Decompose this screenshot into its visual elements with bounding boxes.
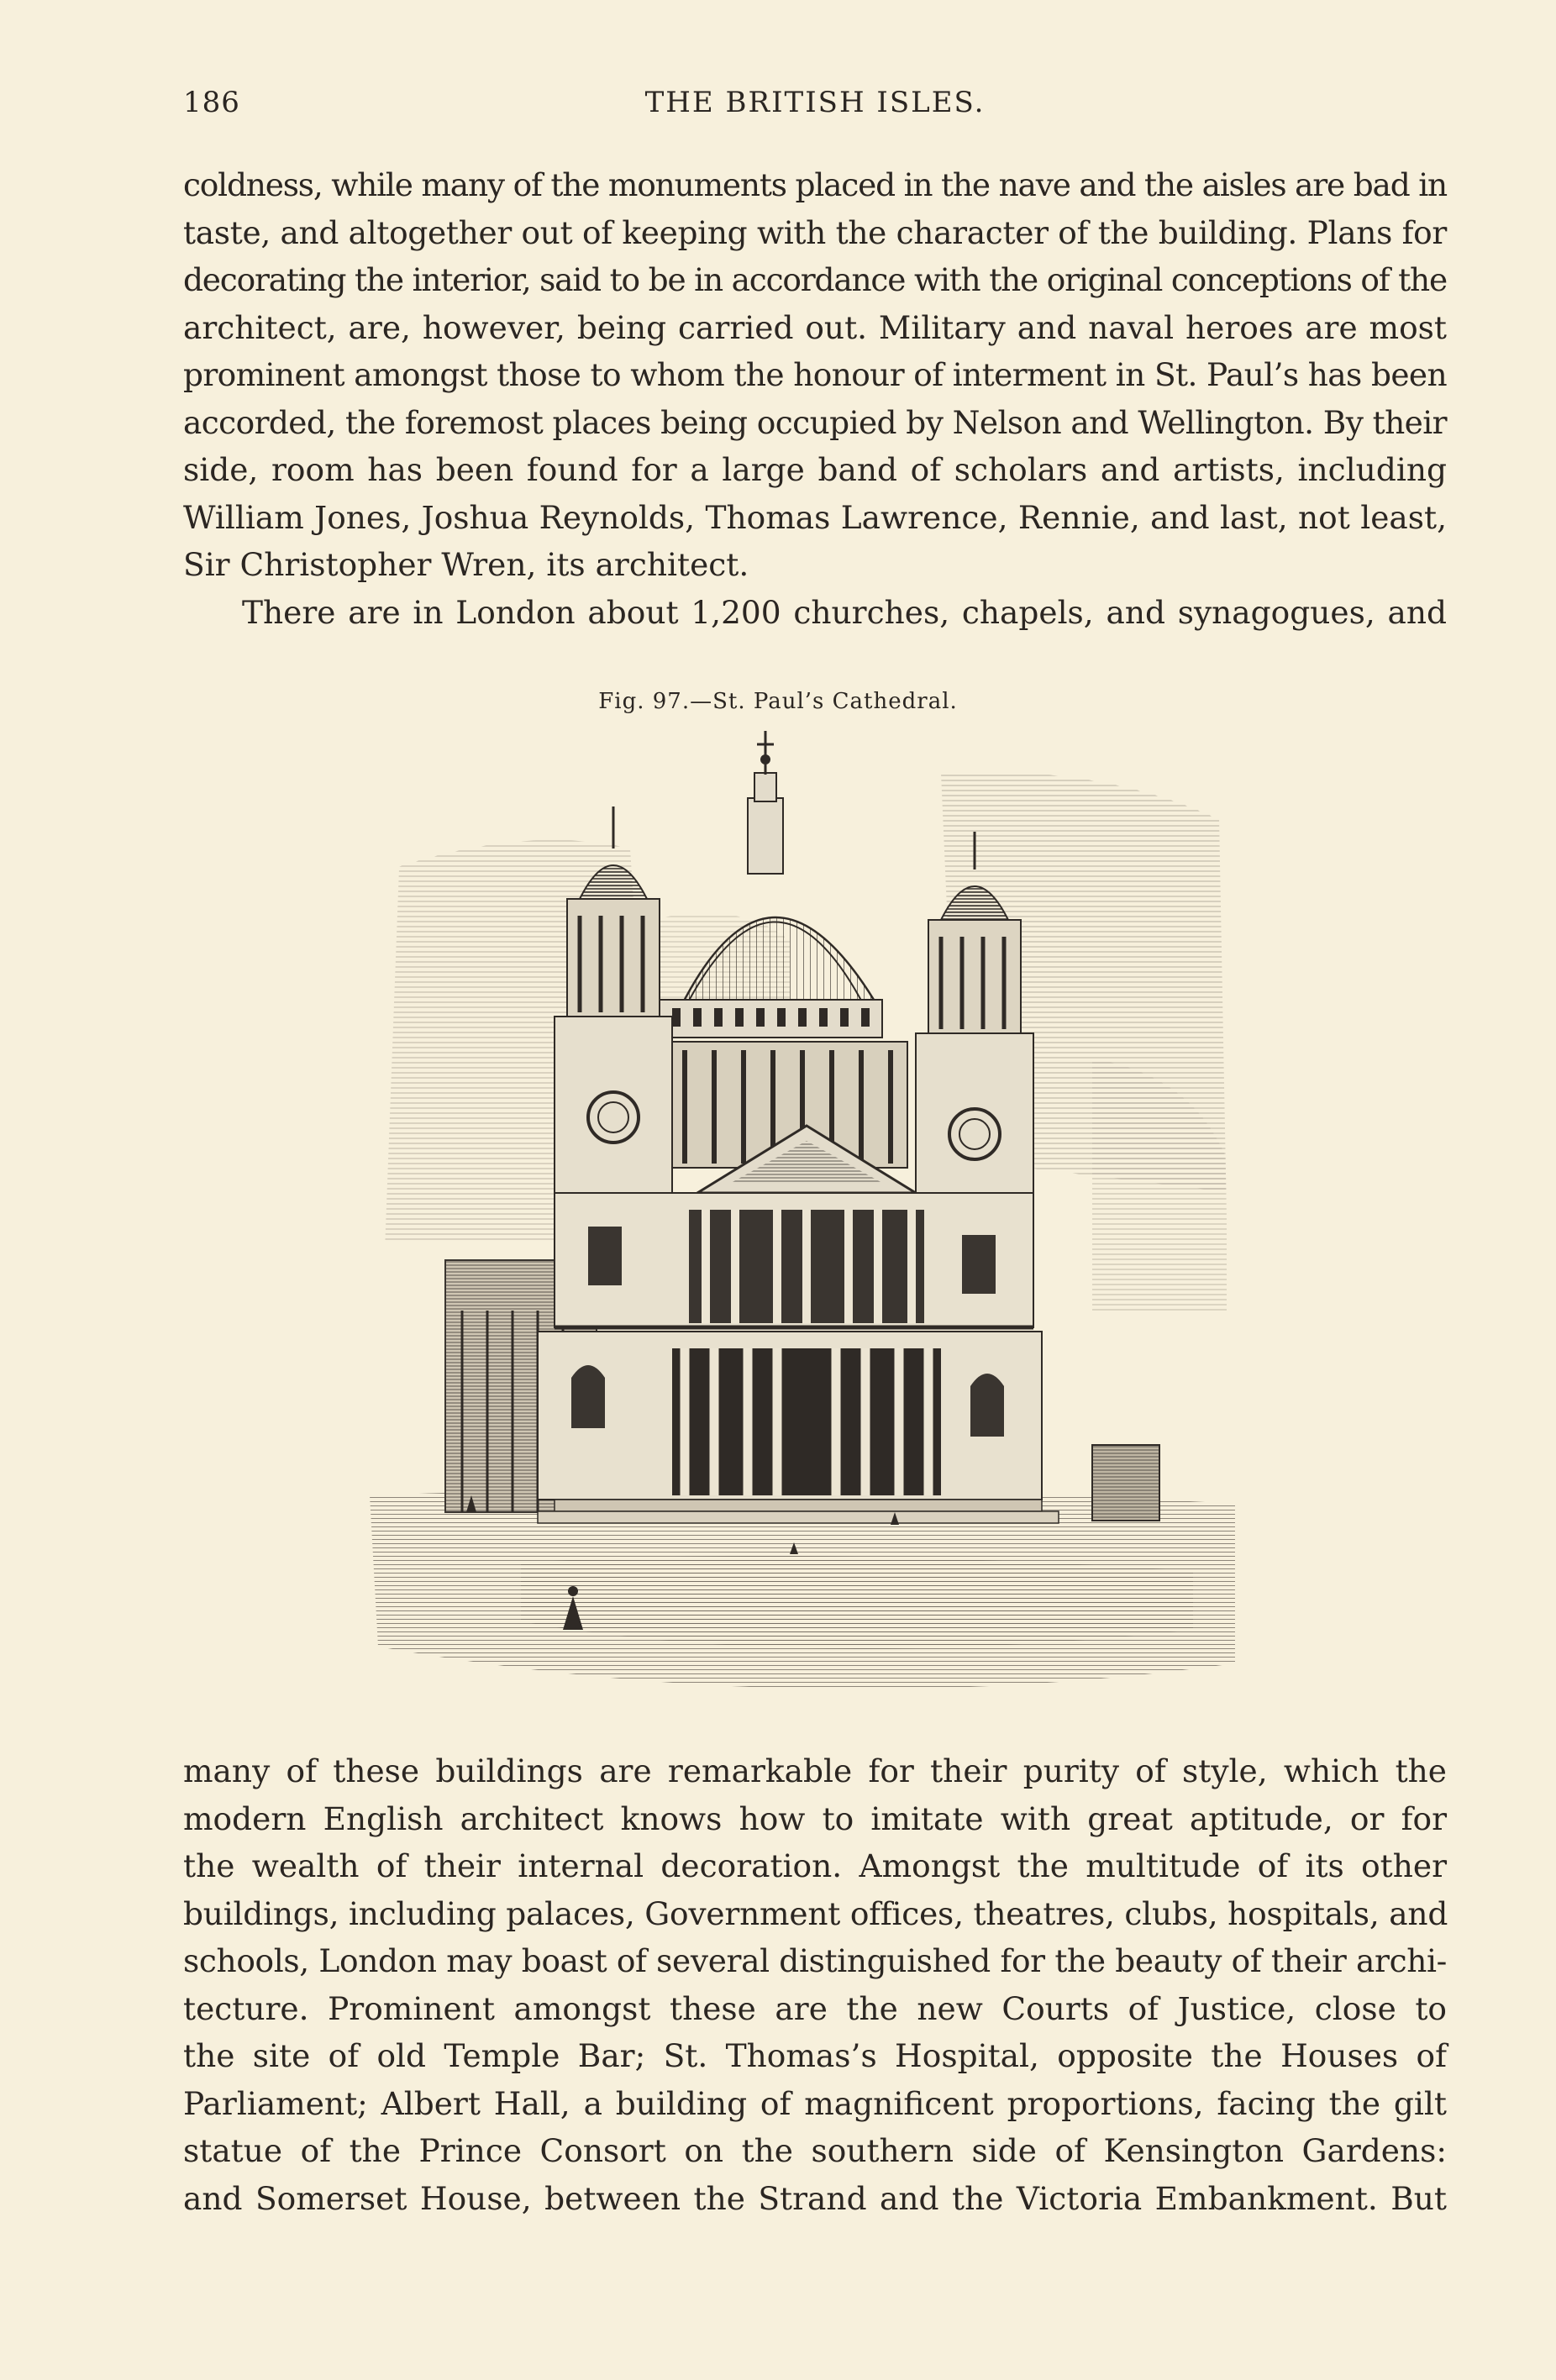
text-line: the wealth of their internal decoration. Amongst the multitude of its other [183, 1847, 1447, 1884]
page-header [183, 86, 1447, 128]
text-line: schools, London may boast of several distinguished for the beauty of their archi- [183, 1942, 1447, 1979]
text-line: tecture. Prominent amongst these are the new Courts of Justice, close to [183, 1989, 1447, 2027]
text-line: coldness, while many of the monuments placed in the nave and the aisles are bad in [183, 166, 1447, 203]
text-line: decorating the interior, said to be in accordance with the original conceptions of the [183, 261, 1447, 298]
text-line: Parliament; Albert Hall, a building of magnificent proportions, facing the gilt [183, 2084, 1447, 2122]
text-line: accorded, the foremost places being occupied by Nelson and Wellington. By their [183, 403, 1447, 441]
page-number: 186 [183, 86, 240, 119]
paragraph-bottom [183, 1747, 1447, 2222]
text-line: the site of old Temple Bar; St. Thomas’s Hospital, opposite the Houses of [183, 2037, 1447, 2074]
text-line: many of these buildings are remarkable for their purity of style, which the [183, 1752, 1447, 1789]
text-line: buildings, including palaces, Government offices, theatres, clubs, hospitals, and [183, 1894, 1448, 1932]
text-line: taste, and altogether out of keeping with the character of the building. Plans for [183, 213, 1447, 251]
paragraph-top [183, 161, 1447, 636]
text-line: architect, are, however, being carried out. Military and naval heroes are most [183, 308, 1447, 346]
cathedral-engraving [353, 722, 1260, 1714]
text-line: William Jones, Joshua Reynolds, Thomas Lawrence, Rennie, and last, not least, [183, 498, 1447, 536]
text-line: prominent amongst those to whom the honour of interment in St. Paul’s has been [183, 356, 1447, 393]
figure-caption: Fig. 97.—St. Paul’s Cathedral. [598, 689, 958, 714]
text-line: Sir Christopher Wren, its architect. [183, 546, 749, 583]
text-line: There are in London about 1,200 churches, chapels, and synagogues, and [242, 593, 1447, 631]
text-line: and Somerset House, between the Strand and the Victoria Embankment. But [183, 2179, 1447, 2217]
text-line: modern English architect knows how to imitate with great aptitude, or for [183, 1799, 1447, 1837]
running-title: THE BRITISH ISLES. [644, 86, 986, 119]
cathedral-illustration [353, 722, 1260, 1714]
text-line: statue of the Prince Consort on the southern side of Kensington Gardens: [183, 2132, 1447, 2169]
text-line: side, room has been found for a large band of scholars and artists, including [183, 451, 1447, 488]
